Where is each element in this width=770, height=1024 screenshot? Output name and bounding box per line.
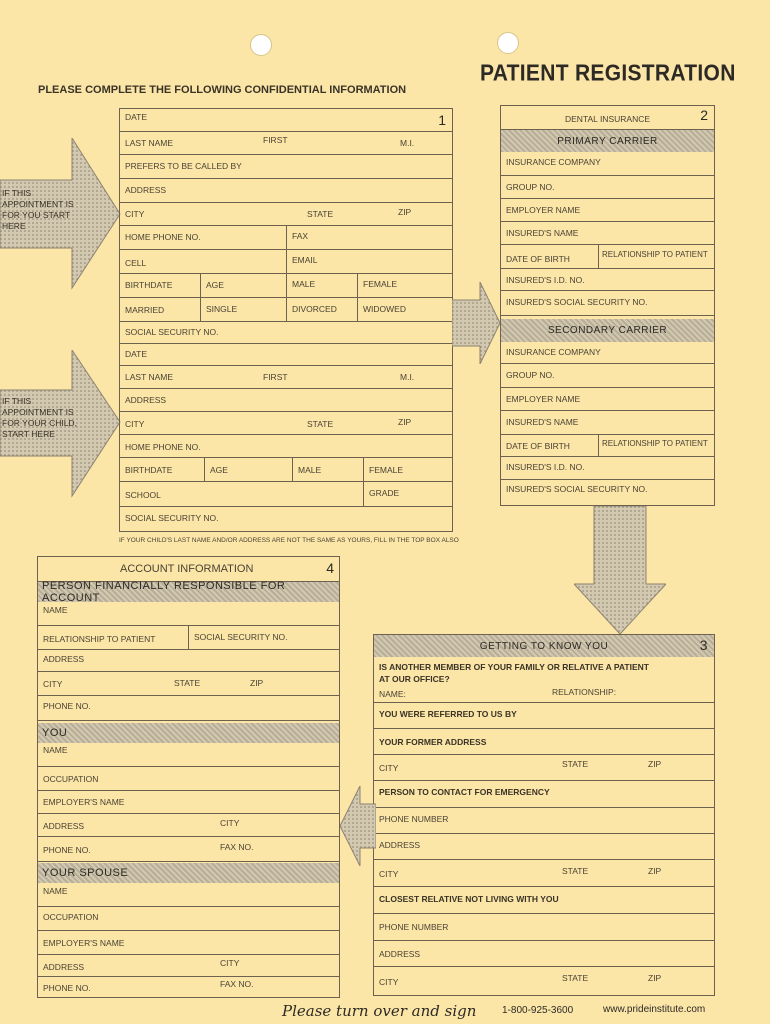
field-emergency-contact[interactable]: PERSON TO CONTACT FOR EMERGENCY [379, 787, 550, 797]
field-prefers[interactable]: PREFERS TO BE CALLED BY [125, 161, 242, 171]
child-note: IF YOUR CHILD'S LAST NAME AND/OR ADDRESS ARE NOT THE SAME AS YOURS, FILL IN THE TOP BOX ALSO [119, 537, 459, 544]
section-number: 1 [438, 112, 446, 128]
getting-to-know-you-header [374, 635, 714, 657]
dental-insurance-box [500, 105, 715, 506]
checkbox-male[interactable]: MALE [292, 279, 316, 289]
section-number: 4 [326, 560, 334, 576]
field-address[interactable]: ADDRESS [125, 185, 167, 195]
footer-website: www.prideinstitute.com [603, 1004, 706, 1015]
field-former-city[interactable]: CITY [379, 763, 399, 773]
field-former-state[interactable]: STATE [562, 759, 589, 769]
child-field-address[interactable]: ADDRESS [125, 395, 167, 405]
field-responsible-address[interactable]: ADDRESS [43, 654, 85, 664]
child-field-age[interactable]: AGE [210, 465, 228, 475]
field-emergency-phone[interactable]: PHONE NUMBER [379, 814, 449, 824]
account-information-box [37, 556, 340, 998]
field-relative-city[interactable]: CITY [379, 977, 399, 987]
checkbox-married[interactable]: MARRIED [125, 305, 165, 315]
field-fax[interactable]: FAX [292, 231, 309, 241]
child-field-grade[interactable]: GRADE [369, 488, 400, 498]
child-field-ssn[interactable]: SOCIAL SECURITY NO. [125, 513, 219, 523]
field-spouse-occupation[interactable]: OCCUPATION [43, 912, 99, 922]
field-you-occupation[interactable]: OCCUPATION [43, 774, 99, 784]
child-field-state[interactable]: STATE [307, 419, 334, 429]
punch-hole-right [497, 32, 519, 54]
footer-phone: 1-800-925-3600 [502, 1005, 574, 1016]
field-zip[interactable]: ZIP [398, 207, 412, 217]
field-you-employer[interactable]: EMPLOYER'S NAME [43, 797, 125, 807]
child-field-first-name[interactable]: FIRST [263, 372, 288, 382]
arrow-down-icon [574, 506, 666, 634]
field-responsible-state[interactable]: STATE [174, 678, 201, 688]
punch-hole-left [250, 34, 272, 56]
primary-carrier-header: PRIMARY CARRIER [501, 130, 714, 152]
field-responsible-ssn[interactable]: SOCIAL SECURITY NO. [194, 632, 288, 642]
person-responsible-header: PERSON FINANCIALLY RESPONSIBLE FOR ACCOUNT [38, 582, 339, 602]
field-relative-state[interactable]: STATE [562, 973, 589, 983]
account-information-heading: ACCOUNT INFORMATION [120, 563, 254, 575]
field-emergency-state[interactable]: STATE [562, 866, 589, 876]
field-spouse-fax[interactable]: FAX NO. [220, 979, 254, 989]
child-field-school[interactable]: SCHOOL [125, 490, 161, 500]
field-ssn[interactable]: SOCIAL SECURITY NO. [125, 327, 219, 337]
field-responsible-name[interactable]: NAME [43, 605, 68, 615]
arrow-left-icon [340, 786, 376, 866]
field-you-city[interactable]: CITY [220, 818, 240, 828]
you-header: YOU [38, 723, 339, 743]
section-number: 3 [699, 637, 708, 653]
child-field-home-phone[interactable]: HOME PHONE NO. [125, 442, 201, 452]
field-dob-2[interactable]: DATE OF BIRTH [506, 441, 570, 451]
child-field-birthdate[interactable]: BIRTHDATE [125, 465, 173, 475]
field-cell[interactable]: CELL [125, 258, 147, 268]
footer-turn-over: Please turn over and sign [282, 1002, 477, 1020]
getting-to-know-you-heading: GETTING TO KNOW YOU [479, 640, 609, 652]
field-responsible-zip[interactable]: ZIP [250, 678, 264, 688]
field-responsible-relationship[interactable]: RELATIONSHIP TO PATIENT [43, 634, 156, 644]
child-checkbox-male[interactable]: MALE [298, 465, 322, 475]
field-emergency-address[interactable]: ADDRESS [379, 840, 421, 850]
field-family-relationship[interactable]: RELATIONSHIP: [552, 687, 617, 697]
secondary-carrier-header: SECONDARY CARRIER [501, 319, 714, 342]
field-insureds-name[interactable]: INSURED'S NAME [506, 228, 579, 238]
field-spouse-city[interactable]: CITY [220, 958, 240, 968]
field-relationship-2[interactable]: RELATIONSHIP TO PATIENT [602, 439, 708, 448]
field-email[interactable]: EMAIL [292, 255, 318, 265]
field-emergency-zip[interactable]: ZIP [648, 866, 662, 876]
patient-info-box [119, 108, 453, 344]
checkbox-widowed[interactable]: WIDOWED [363, 304, 406, 314]
field-former-zip[interactable]: ZIP [648, 759, 662, 769]
field-you-name[interactable]: NAME [43, 745, 68, 755]
checkbox-divorced[interactable]: DIVORCED [292, 304, 337, 314]
child-checkbox-female[interactable]: FEMALE [369, 465, 404, 475]
section-number: 2 [700, 107, 708, 123]
field-group-no[interactable]: GROUP NO. [506, 182, 555, 192]
family-question-line2: AT OUR OFFICE? [379, 674, 450, 684]
field-insured-id-2[interactable]: INSURED'S I.D. NO. [506, 462, 585, 472]
page-title: PATIENT REGISTRATION [480, 60, 736, 87]
field-family-name[interactable]: NAME: [379, 689, 406, 699]
field-city[interactable]: CITY [125, 209, 145, 219]
field-insured-ssn[interactable]: INSURED'S SOCIAL SECURITY NO. [506, 297, 648, 307]
field-state[interactable]: STATE [307, 209, 334, 219]
field-spouse-phone[interactable]: PHONE NO. [43, 983, 91, 993]
field-relative-zip[interactable]: ZIP [648, 973, 662, 983]
field-group-no-2[interactable]: GROUP NO. [506, 370, 555, 380]
field-insured-ssn-2[interactable]: INSURED'S SOCIAL SECURITY NO. [506, 484, 648, 494]
field-referred-by[interactable]: YOU WERE REFERRED TO US BY [379, 709, 517, 719]
field-dob[interactable]: DATE OF BIRTH [506, 254, 570, 264]
field-former-address[interactable]: YOUR FORMER ADDRESS [379, 737, 487, 747]
field-responsible-city[interactable]: CITY [43, 679, 63, 689]
field-responsible-phone[interactable]: PHONE NO. [43, 701, 91, 711]
getting-to-know-you-box [373, 634, 715, 996]
field-first-name[interactable]: FIRST [263, 135, 288, 145]
field-date[interactable]: DATE [125, 112, 148, 122]
field-employer-name[interactable]: EMPLOYER NAME [506, 205, 581, 215]
child-field-date[interactable]: DATE [125, 349, 148, 359]
page-subtitle: PLEASE COMPLETE THE FOLLOWING CONFIDENTIAL INFORMATION [38, 84, 407, 96]
arrow-child-label: IF THIS APPOINTMENT IS FOR YOUR CHILD, START HERE [2, 396, 77, 439]
family-question-line1: IS ANOTHER MEMBER OF YOUR FAMILY OR RELATIVE A PATIENT [379, 662, 649, 672]
field-spouse-employer[interactable]: EMPLOYER'S NAME [43, 938, 125, 948]
checkbox-female[interactable]: FEMALE [363, 279, 398, 289]
child-field-last-name[interactable]: LAST NAME [125, 372, 174, 382]
field-age[interactable]: AGE [206, 280, 224, 290]
field-spouse-name[interactable]: NAME [43, 886, 68, 896]
field-employer-name-2[interactable]: EMPLOYER NAME [506, 394, 581, 404]
field-birthdate[interactable]: BIRTHDATE [125, 280, 173, 290]
spouse-header: YOUR SPOUSE [38, 863, 339, 883]
field-insurance-company[interactable]: INSURANCE COMPANY [506, 157, 601, 167]
field-closest-relative[interactable]: CLOSEST RELATIVE NOT LIVING WITH YOU [379, 894, 559, 904]
child-field-city[interactable]: CITY [125, 419, 145, 429]
field-you-fax[interactable]: FAX NO. [220, 842, 254, 852]
field-spouse-address[interactable]: ADDRESS [43, 962, 85, 972]
field-insured-id[interactable]: INSURED'S I.D. NO. [506, 275, 585, 285]
child-field-mi[interactable]: M.I. [400, 372, 415, 382]
checkbox-single[interactable]: SINGLE [206, 304, 238, 314]
arrow-right-icon [452, 282, 502, 364]
field-last-name[interactable]: LAST NAME [125, 138, 174, 148]
child-field-zip[interactable]: ZIP [398, 417, 412, 427]
field-you-address[interactable]: ADDRESS [43, 821, 85, 831]
field-home-phone[interactable]: HOME PHONE NO. [125, 232, 201, 242]
field-you-phone[interactable]: PHONE NO. [43, 845, 91, 855]
child-info-box [119, 343, 453, 532]
arrow-adult-label: IF THIS APPOINTMENT IS FOR YOU START HERE [2, 188, 74, 231]
field-insureds-name-2[interactable]: INSURED'S NAME [506, 417, 579, 427]
field-relationship[interactable]: RELATIONSHIP TO PATIENT [602, 250, 708, 259]
field-relative-address[interactable]: ADDRESS [379, 949, 421, 959]
field-emergency-city[interactable]: CITY [379, 869, 399, 879]
dental-insurance-heading: DENTAL INSURANCE [565, 114, 651, 124]
field-insurance-company-2[interactable]: INSURANCE COMPANY [506, 347, 601, 357]
field-relative-phone[interactable]: PHONE NUMBER [379, 922, 449, 932]
field-mi[interactable]: M.I. [400, 138, 415, 148]
